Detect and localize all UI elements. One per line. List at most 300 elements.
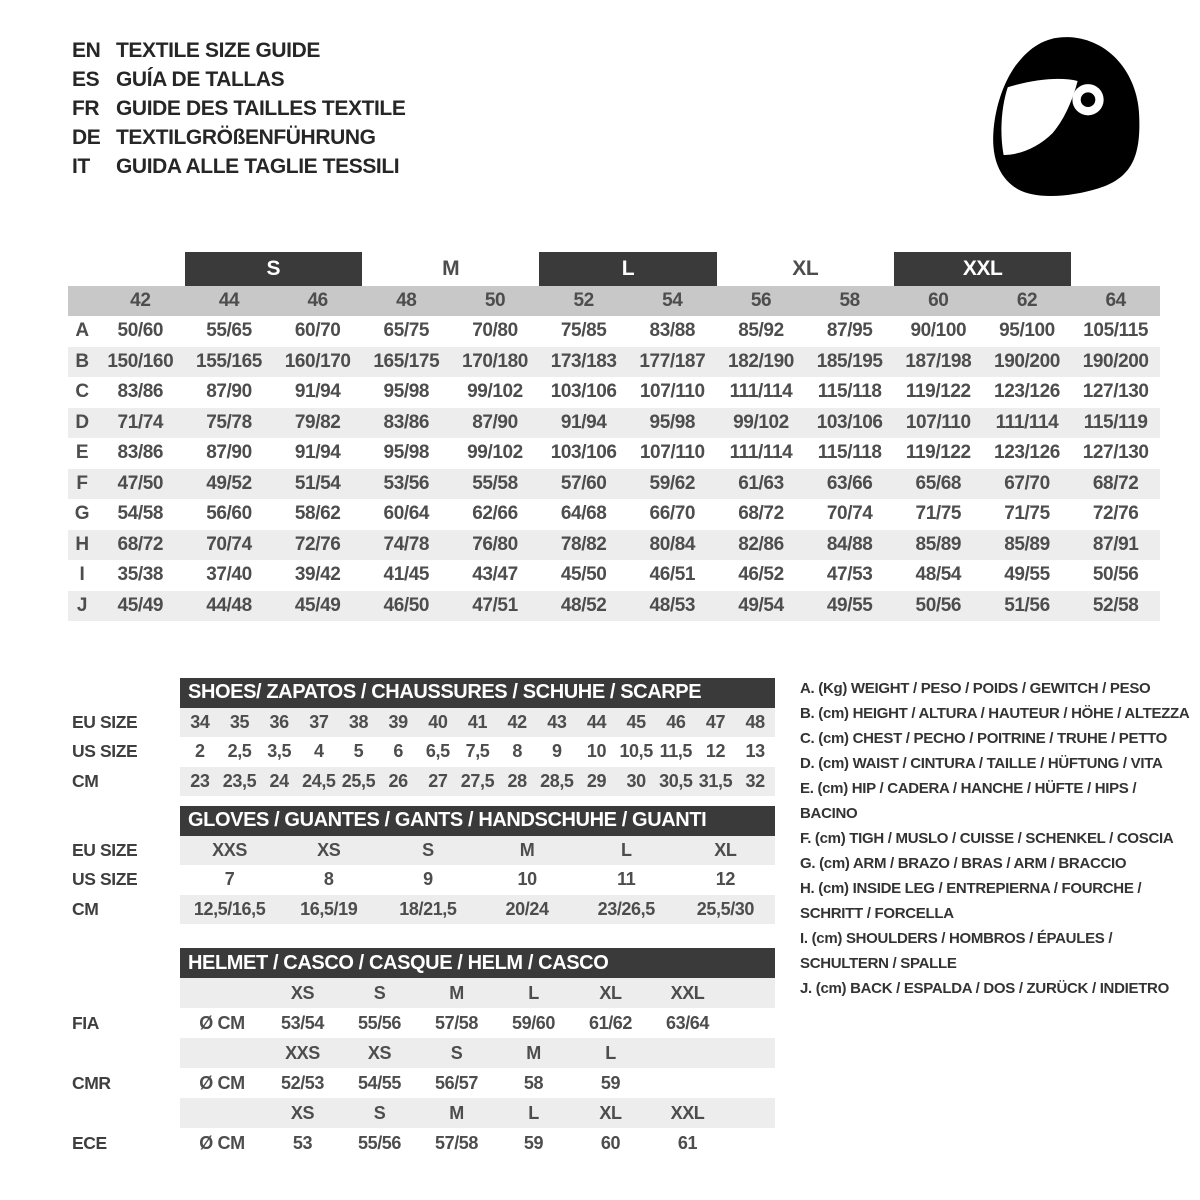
helmet-table <box>72 948 775 1158</box>
size-cell: 82/86 <box>738 533 784 555</box>
helmet-size-cell: XXL <box>670 982 705 1003</box>
size-row <box>68 591 1160 622</box>
helmet-size-cell: M <box>449 982 464 1003</box>
size-value-cell: 23 <box>190 770 210 791</box>
size-cell: 170/180 <box>462 350 528 372</box>
size-cell: 71/75 <box>915 503 962 525</box>
size-value-cell: 41 <box>467 711 488 732</box>
table-row <box>72 767 775 797</box>
row-label: US SIZE <box>72 741 138 762</box>
helmet-size-cell: XXS <box>285 1042 320 1063</box>
size-cell: 111/114 <box>729 442 793 464</box>
size-group-row <box>68 252 1160 286</box>
helmet-value-cell: 52/53 <box>280 1072 325 1093</box>
size-group-label: S <box>185 252 362 286</box>
size-cell: 107/110 <box>639 381 705 403</box>
size-cell: 80/84 <box>649 533 696 555</box>
size-value-cell: 48 <box>745 711 765 732</box>
size-cell: 115/118 <box>817 381 882 403</box>
racing-helmet-icon <box>978 33 1148 205</box>
size-cell: 71/74 <box>117 411 164 433</box>
size-cell: 190/200 <box>994 350 1060 372</box>
size-cell: 119/122 <box>905 442 971 464</box>
row-band <box>180 767 775 797</box>
size-value-cell: 7 <box>224 869 235 890</box>
row-label: FIA <box>72 1012 99 1033</box>
size-value-cell: M <box>519 839 535 860</box>
size-cell: 67/70 <box>1004 472 1050 494</box>
size-cell: 70/74 <box>826 503 873 525</box>
helmet-value-row <box>72 1128 775 1158</box>
size-cell: 99/102 <box>467 381 523 403</box>
helmet-value-cell: 55/56 <box>357 1132 402 1153</box>
helmet-size-cell: M <box>526 1042 541 1063</box>
row-letter: A <box>75 320 89 342</box>
size-cell: 123/126 <box>994 381 1060 403</box>
size-value-cell: L <box>620 839 632 860</box>
size-cell: 51/56 <box>1004 594 1050 616</box>
row-label: CMR <box>72 1072 111 1093</box>
helmet-size-cell: S <box>373 1102 386 1123</box>
helmet-value-cell: 56/57 <box>434 1072 479 1093</box>
language-row <box>72 152 405 181</box>
size-value-cell: 12 <box>705 741 726 762</box>
size-cell: 68/72 <box>1092 472 1139 494</box>
helmet-size-row <box>72 1098 775 1128</box>
size-value-cell: 46 <box>666 711 686 732</box>
size-value-cell: 12 <box>715 869 736 890</box>
size-value-cell: 9 <box>423 869 433 890</box>
size-cell: 99/102 <box>467 442 523 464</box>
size-cell: 123/126 <box>994 442 1060 464</box>
row-label: US SIZE <box>72 869 138 890</box>
size-value-cell: 10 <box>586 741 607 762</box>
size-value-cell: 5 <box>353 741 364 762</box>
size-value-cell: 2,5 <box>227 741 252 762</box>
size-cell: 51/54 <box>294 472 341 494</box>
gloves-table <box>72 806 775 924</box>
legend-item: J. (cm) BACK / ESPALDA / DOS / ZURÜCK / INDIETRO <box>800 980 1169 997</box>
size-cell: 45/49 <box>294 594 341 616</box>
legend-item: H. (cm) INSIDE LEG / ENTREPIERNA / FOURCHE / SCHRITT / FORCELLA <box>800 880 1142 922</box>
size-cell: 71/75 <box>1004 503 1050 525</box>
row-band <box>180 1098 775 1128</box>
size-cell: 83/88 <box>649 320 696 342</box>
size-cell: 103/106 <box>550 381 617 403</box>
size-value-cell: 35 <box>229 711 250 732</box>
helmet-size-cell: XS <box>290 982 315 1003</box>
spacer <box>72 678 180 708</box>
spacer <box>72 806 180 836</box>
size-cell: 48/53 <box>649 594 696 616</box>
helmet-size-cell: L <box>605 1042 616 1063</box>
helmet-size-cell: XL <box>599 982 622 1003</box>
size-value-cell: 39 <box>388 711 408 732</box>
size-column-header: 42 <box>130 290 151 311</box>
size-column-header: 60 <box>928 290 949 311</box>
size-group-label: M <box>442 257 460 280</box>
size-cell: 75/85 <box>560 320 607 342</box>
size-value-cell: 9 <box>552 741 562 762</box>
size-value-cell: 38 <box>348 711 369 732</box>
size-value-cell: 43 <box>547 711 567 732</box>
spacer <box>72 978 180 1008</box>
row-label: CM <box>72 898 99 919</box>
size-cell: 119/122 <box>905 381 971 403</box>
size-cell: 107/110 <box>905 411 971 433</box>
size-value-cell: 7,5 <box>465 741 490 762</box>
size-value-cell: 45 <box>626 711 646 732</box>
size-cell: 115/119 <box>1083 411 1148 433</box>
spacer <box>72 948 180 978</box>
legend <box>800 676 1192 1001</box>
size-cell: 62/66 <box>472 503 518 525</box>
row-band <box>180 1008 775 1038</box>
size-value-cell: XXS <box>212 839 247 860</box>
size-value-cell: 6 <box>393 741 403 762</box>
size-value-cell: S <box>422 839 434 860</box>
size-cell: 87/90 <box>472 411 518 433</box>
size-cell: 46/51 <box>649 564 696 586</box>
row-letter-spacer <box>68 286 96 316</box>
size-value-cell: 40 <box>428 711 448 732</box>
size-cell: 60/64 <box>383 503 430 525</box>
size-cell: 52/58 <box>1092 594 1139 616</box>
size-cell: 107/110 <box>639 442 705 464</box>
size-value-cell: 30,5 <box>659 770 693 791</box>
size-cell: 83/86 <box>117 442 164 464</box>
size-value-cell: 25,5 <box>341 770 376 791</box>
size-column-header: 54 <box>662 290 683 311</box>
size-cell: 49/54 <box>738 594 784 616</box>
size-group-label: XL <box>792 257 819 280</box>
size-row <box>68 499 1160 530</box>
size-cell: 177/187 <box>639 350 706 372</box>
size-cell: 95/98 <box>383 381 430 403</box>
size-column-header: 58 <box>839 290 860 311</box>
language-row <box>72 123 405 152</box>
gloves-title-bar: GLOVES / GUANTES / GANTS / HANDSCHUHE / GUANTI <box>180 806 775 836</box>
size-cell: 127/130 <box>1082 442 1149 464</box>
size-cell: 68/72 <box>738 503 784 525</box>
size-cell: 91/94 <box>294 381 341 403</box>
row-label: EU SIZE <box>72 839 138 860</box>
size-cell: 45/49 <box>117 594 164 616</box>
helmet-value-cell: 53/54 <box>280 1012 325 1033</box>
row-letter: H <box>75 533 89 555</box>
helmet-value-cell: 59 <box>523 1132 544 1153</box>
size-cell: 155/165 <box>196 350 262 372</box>
size-cell: 115/118 <box>817 442 882 464</box>
unit-cell: Ø CM <box>199 1072 245 1093</box>
size-value-cell: 28,5 <box>540 770 574 791</box>
size-value-cell: 31,5 <box>698 770 733 791</box>
size-cell: 111/114 <box>729 381 793 403</box>
size-value-cell: 10 <box>517 869 537 890</box>
size-cell: 85/89 <box>1004 533 1050 555</box>
size-cell: 61/63 <box>738 472 784 494</box>
size-cell: 72/76 <box>1092 503 1139 525</box>
size-value-cell: 28 <box>507 770 527 791</box>
size-cell: 95/100 <box>999 320 1055 342</box>
size-cell: 58/62 <box>294 503 341 525</box>
size-cell: 127/130 <box>1082 381 1149 403</box>
helmet-value-cell: 59 <box>600 1072 621 1093</box>
size-column-header: 52 <box>573 290 594 311</box>
row-letter: G <box>74 503 90 525</box>
size-value-cell: 11,5 <box>659 741 693 762</box>
helmet-size-cell: S <box>373 982 386 1003</box>
helmet-size-cell: S <box>450 1042 463 1063</box>
size-cell: 160/170 <box>284 350 351 372</box>
size-cell: 78/82 <box>560 533 607 555</box>
language-title: GUIDA ALLE TAGLIE TESSILI <box>116 154 400 178</box>
size-value-cell: 3,5 <box>267 741 292 762</box>
size-cell: 55/58 <box>472 472 518 494</box>
size-value-cell: 12,5/16,5 <box>193 898 266 919</box>
size-value-cell: 24 <box>269 770 289 791</box>
size-cell: 79/82 <box>294 411 341 433</box>
size-cell: 87/90 <box>206 442 252 464</box>
size-cell: 70/74 <box>206 533 252 555</box>
size-value-cell: 32 <box>745 770 765 791</box>
legend-item: A. (Kg) WEIGHT / PESO / POIDS / GEWITCH / PESO <box>800 680 1151 697</box>
size-cell: 185/195 <box>816 350 883 372</box>
row-band <box>180 1068 775 1098</box>
size-cell: 182/190 <box>728 350 794 372</box>
size-column-header: 62 <box>1016 290 1038 311</box>
size-value-cell: 13 <box>745 741 765 762</box>
helmet-value-cell: 58 <box>523 1072 544 1093</box>
helmet-value-cell: 57/58 <box>434 1012 479 1033</box>
size-row <box>68 408 1160 439</box>
size-cell: 95/98 <box>649 411 696 433</box>
size-cell: 44/48 <box>206 594 252 616</box>
size-cell: 47/51 <box>472 594 518 616</box>
size-cell: 72/76 <box>294 533 341 555</box>
size-cell: 85/89 <box>915 533 962 555</box>
row-letter: E <box>75 442 89 464</box>
table-row <box>72 865 775 895</box>
size-cell: 50/60 <box>117 320 164 342</box>
size-cell: 87/90 <box>206 381 252 403</box>
size-value-cell: 20/24 <box>505 898 549 919</box>
language-code: EN <box>72 38 101 62</box>
helmet-title-bar: HELMET / CASCO / CASQUE / HELM / CASCO <box>180 948 775 978</box>
language-row <box>72 36 405 65</box>
size-row <box>68 347 1160 378</box>
size-cell: 65/68 <box>915 472 962 494</box>
helmet-value-cell: 61 <box>677 1132 698 1153</box>
size-cell: 75/78 <box>206 411 252 433</box>
size-number-row <box>68 286 1160 316</box>
size-row <box>68 560 1160 591</box>
size-cell: 74/78 <box>383 533 430 555</box>
size-value-cell: 47 <box>705 711 726 732</box>
size-cell: 53/56 <box>383 472 430 494</box>
legend-item: I. (cm) SHOULDERS / HOMBROS / ÉPAULES / SCHULTERN / SPALLE <box>800 930 1113 972</box>
size-cell: 85/92 <box>738 320 784 342</box>
size-column-header: 46 <box>307 290 328 311</box>
size-value-cell: 16,5/19 <box>300 898 358 919</box>
size-value-cell: 25,5/30 <box>696 898 755 919</box>
language-code: FR <box>72 96 100 120</box>
size-value-cell: 34 <box>190 711 210 732</box>
size-cell: 95/98 <box>383 442 430 464</box>
size-column-header: 48 <box>396 290 417 311</box>
size-value-cell: 18/21,5 <box>399 898 457 919</box>
size-cell: 83/86 <box>117 381 164 403</box>
size-row <box>68 530 1160 561</box>
helmet-size-cell: XS <box>290 1102 315 1123</box>
size-column-header: 64 <box>1105 290 1126 311</box>
size-column-header: 56 <box>750 290 772 311</box>
size-group-label: XXL <box>894 252 1071 286</box>
size-cell: 35/38 <box>117 564 164 586</box>
size-cell: 55/65 <box>206 320 252 342</box>
size-cell: 65/75 <box>383 320 430 342</box>
helmet-size-cell: XL <box>599 1102 622 1123</box>
language-title: GUÍA DE TALLAS <box>116 67 285 91</box>
row-letter: F <box>76 472 88 494</box>
size-cell: 87/95 <box>826 320 873 342</box>
row-band <box>180 1038 775 1068</box>
row-band <box>180 737 775 767</box>
helmet-value-row <box>72 1008 775 1038</box>
table-row <box>72 708 775 738</box>
size-value-cell: 30 <box>626 770 646 791</box>
size-cell: 50/56 <box>1092 564 1139 586</box>
helmet-size-row <box>72 1038 775 1068</box>
main-size-table <box>68 252 1160 621</box>
unit-cell: Ø CM <box>199 1012 245 1033</box>
size-cell: 45/50 <box>560 564 607 586</box>
size-cell: 91/94 <box>294 442 341 464</box>
size-cell: 47/50 <box>117 472 164 494</box>
size-value-cell: 8 <box>512 741 522 762</box>
size-cell: 37/40 <box>206 564 252 586</box>
size-cell: 39/42 <box>294 564 341 586</box>
size-cell: 103/106 <box>550 442 617 464</box>
size-value-cell: 10,5 <box>619 741 653 762</box>
size-value-cell: 27 <box>428 770 448 791</box>
size-value-cell: XL <box>714 839 737 860</box>
language-list <box>72 36 405 181</box>
size-cell: 56/60 <box>206 503 252 525</box>
language-code: DE <box>72 125 101 149</box>
size-value-cell: XS <box>317 839 341 860</box>
size-cell: 57/60 <box>560 472 607 494</box>
size-cell: 150/160 <box>107 350 174 372</box>
size-cell: 70/80 <box>472 320 518 342</box>
helmet-value-cell: 53 <box>292 1132 313 1153</box>
unit-cell: Ø CM <box>199 1132 245 1153</box>
helmet-size-cell: XS <box>367 1042 392 1063</box>
size-value-cell: 44 <box>586 711 607 732</box>
legend-item: B. (cm) HEIGHT / ALTURA / HAUTEUR / HÖHE / ALTEZZA <box>800 705 1190 722</box>
helmet-value-cell: 59/60 <box>511 1012 556 1033</box>
row-label: EU SIZE <box>72 711 138 732</box>
size-row <box>68 316 1160 347</box>
size-cell: 46/52 <box>738 564 784 586</box>
row-letter: I <box>79 564 85 586</box>
helmet-value-cell: 54/55 <box>357 1072 402 1093</box>
size-value-cell: 29 <box>586 770 607 791</box>
language-code: ES <box>72 67 100 91</box>
size-value-cell: 26 <box>388 770 408 791</box>
size-value-cell: 24,5 <box>302 770 336 791</box>
row-band <box>180 895 775 925</box>
size-value-cell: 4 <box>314 741 324 762</box>
size-cell: 84/88 <box>826 533 873 555</box>
helmet-value-cell: 57/58 <box>434 1132 479 1153</box>
size-cell: 111/114 <box>995 411 1059 433</box>
size-cell: 46/50 <box>383 594 430 616</box>
row-band <box>180 836 775 866</box>
size-cell: 60/70 <box>294 320 341 342</box>
helmet-value-cell: 55/56 <box>357 1012 402 1033</box>
size-cell: 187/198 <box>905 350 972 372</box>
size-value-cell: 11 <box>617 869 636 890</box>
size-cell: 48/52 <box>560 594 607 616</box>
size-cell: 41/45 <box>383 564 430 586</box>
language-row <box>72 65 405 94</box>
row-band <box>180 1128 775 1158</box>
size-value-cell: 36 <box>269 711 289 732</box>
size-cell: 49/55 <box>1004 564 1050 586</box>
size-cell: 54/58 <box>117 503 164 525</box>
size-cell: 64/68 <box>560 503 607 525</box>
shoes-table <box>72 678 775 796</box>
size-value-cell: 23/26,5 <box>597 898 655 919</box>
size-cell: 103/106 <box>816 411 883 433</box>
size-cell: 49/55 <box>826 594 873 616</box>
shoes-title-bar: SHOES/ ZAPATOS / CHAUSSURES / SCHUHE / SCARPE <box>180 678 775 708</box>
size-column-header: 50 <box>484 290 506 311</box>
size-cell: 48/54 <box>915 564 962 586</box>
size-row <box>68 438 1160 469</box>
row-letter: B <box>75 350 89 372</box>
size-cell: 49/52 <box>206 472 252 494</box>
table-row <box>72 737 775 767</box>
legend-item: C. (cm) CHEST / PECHO / POITRINE / TRUHE / PETTO <box>800 730 1168 747</box>
helmet-size-row <box>72 978 775 1008</box>
language-row <box>72 94 405 123</box>
language-title: GUIDE DES TAILLES TEXTILE <box>116 96 406 120</box>
size-value-cell: 42 <box>507 711 527 732</box>
size-value-cell: 8 <box>323 869 334 890</box>
helmet-value-row <box>72 1068 775 1098</box>
size-cell: 83/86 <box>383 411 430 433</box>
size-cell: 66/70 <box>649 503 696 525</box>
helmet-size-cell: XXL <box>670 1102 705 1123</box>
size-cell: 68/72 <box>117 533 164 555</box>
row-letter: D <box>75 411 89 433</box>
spacer <box>72 1038 180 1068</box>
helmet-size-cell: L <box>528 1102 539 1123</box>
language-title: TEXTILE SIZE GUIDE <box>116 38 320 62</box>
size-cell: 173/183 <box>550 350 617 372</box>
row-band <box>180 708 775 738</box>
size-value-cell: 6,5 <box>425 741 450 762</box>
legend-item: E. (cm) HIP / CADERA / HANCHE / HÜFTE / HIPS / BACINO <box>800 780 1137 822</box>
row-band <box>180 865 775 895</box>
size-cell: 47/53 <box>826 564 873 586</box>
legend-item: G. (cm) ARM / BRAZO / BRAS / ARM / BRACCIO <box>800 855 1127 872</box>
helmet-value-cell: 63/64 <box>665 1012 710 1033</box>
size-cell: 165/175 <box>373 350 440 372</box>
size-column-header: 44 <box>218 290 240 311</box>
